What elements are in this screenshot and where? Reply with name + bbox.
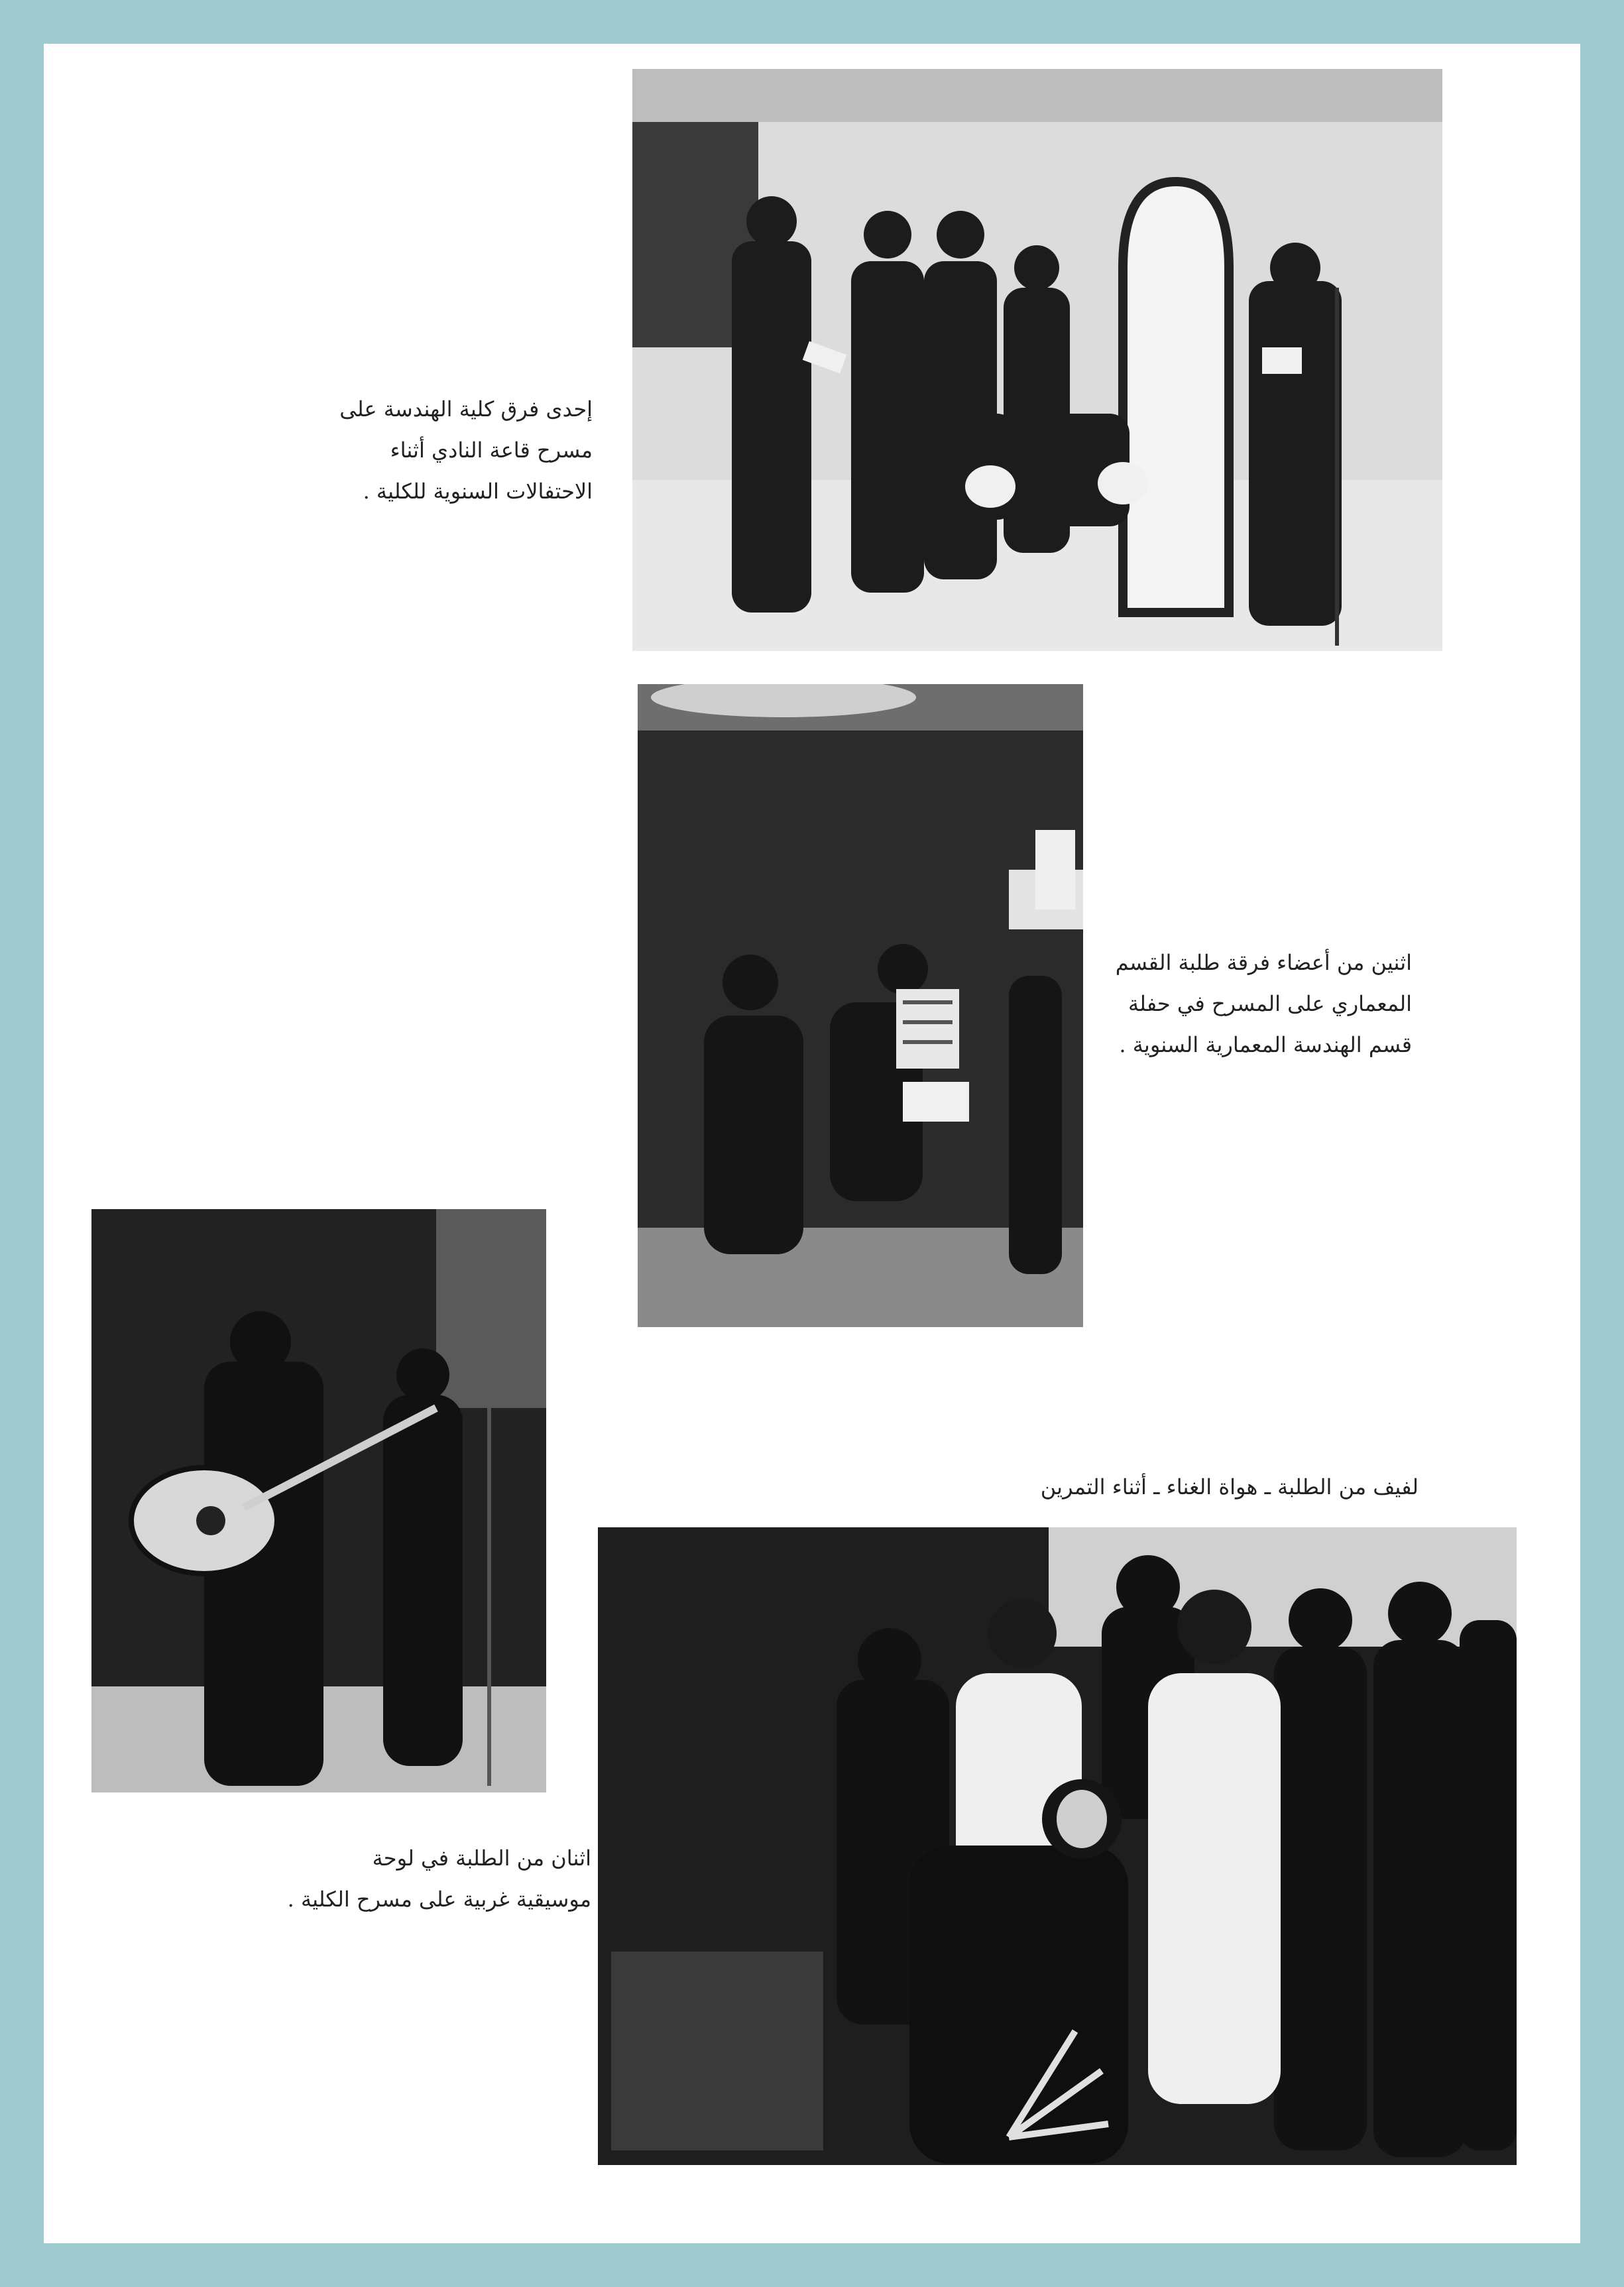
caption-photo4: [1041, 1466, 1419, 1507]
caption-photo3-line2: موسيقية غربية على مسرح الكلية .: [287, 1887, 591, 1912]
photo-stage-group-image: [632, 69, 1442, 651]
photo-guitar-player: [91, 1209, 546, 1792]
document-page: [44, 44, 1580, 2243]
caption-photo2-line1: اثنين من أعضاء فرقة طلبة القسم: [1115, 950, 1412, 975]
caption-photo3-line1: اثنان من الطلبة في لوحة: [372, 1846, 591, 1871]
caption-photo1: [339, 388, 593, 512]
photo-singing-rehearsal-image: [598, 1527, 1517, 2165]
caption-photo2-line2: المعماري على المسرح في حفلة: [1128, 991, 1412, 1016]
photo-accordion-players-image: [638, 684, 1083, 1327]
caption-photo1-line3: الاحتفالات السنوية للكلية .: [363, 479, 593, 504]
photo-accordion-players: [638, 684, 1083, 1327]
caption-photo4-line1: لفيف من الطلبة ـ هواة الغناء ـ أثناء التمرين: [1040, 1474, 1419, 1499]
caption-photo2: [1116, 942, 1412, 1065]
caption-photo1-line1: إحدى فرق كلية الهندسة على: [339, 396, 593, 422]
caption-photo3: [288, 1838, 591, 1920]
photo-singing-rehearsal: [598, 1527, 1517, 2165]
photo-guitar-player-image: [91, 1209, 546, 1792]
photo-stage-group: [632, 69, 1442, 651]
caption-photo1-line2: مسرح قاعة النادي أثناء: [390, 438, 593, 463]
caption-photo2-line3: قسم الهندسة المعمارية السنوية .: [1119, 1032, 1412, 1057]
